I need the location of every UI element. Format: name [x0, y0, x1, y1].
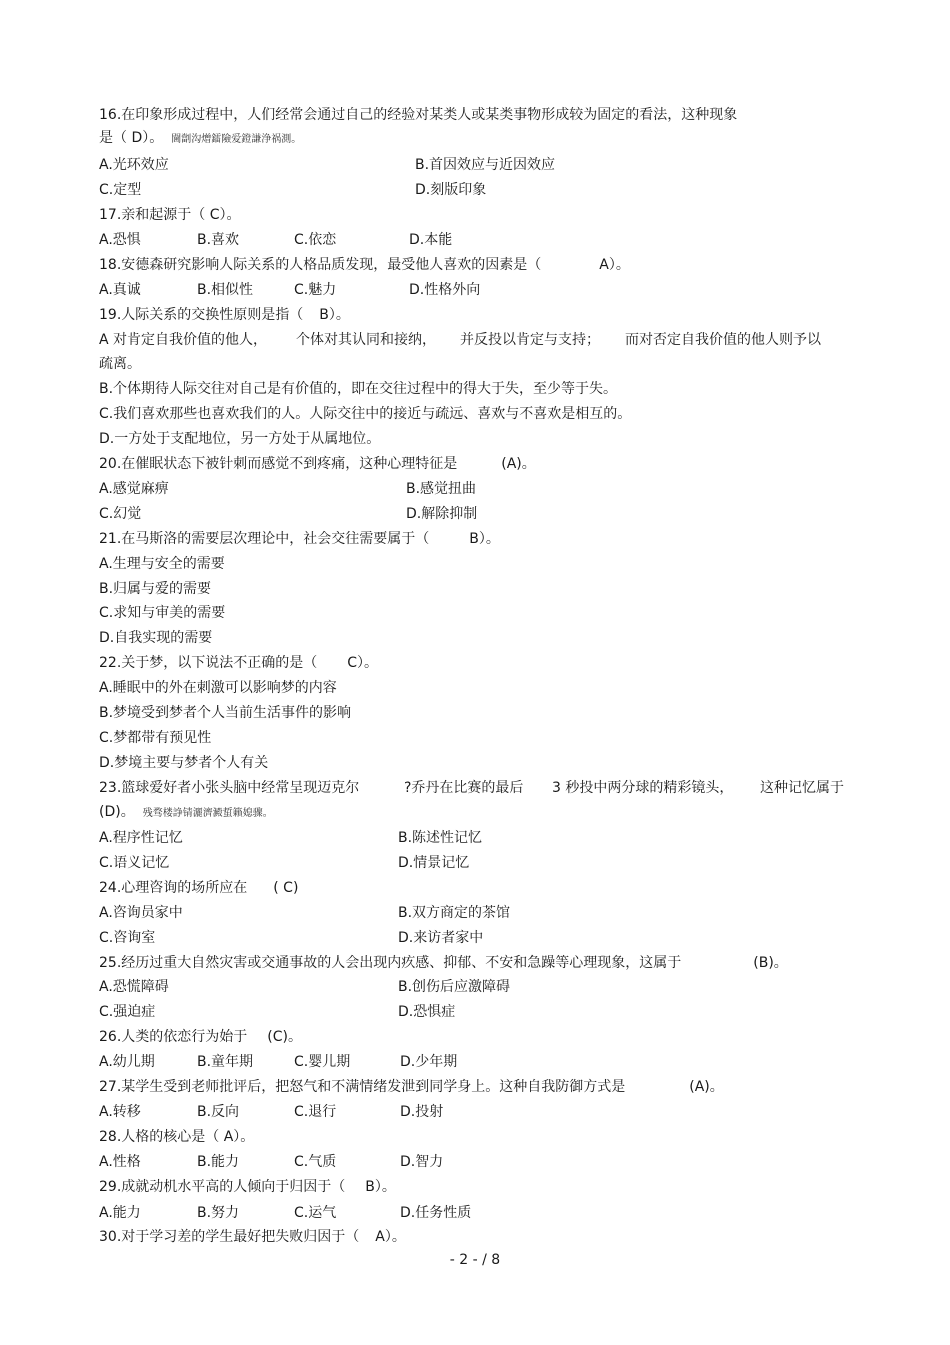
- q17-option-c: C.依恋: [294, 232, 337, 248]
- q24-option-c: C.咨询室: [99, 930, 156, 946]
- q26-option-c: C.婴儿期: [294, 1054, 351, 1070]
- q16-stem-line1: 16.在印象形成过程中，人们经常会通过自己的经验对某类人或某类事物形成较为固定的看法，这种现象: [99, 107, 738, 123]
- q16-option-c: C.定型: [99, 182, 142, 198]
- q24-answer: ( C): [273, 880, 299, 896]
- q19-stem: 19.人际关系的交换性原则是指（ B）。: [99, 307, 350, 323]
- q28-option-b: B.能力: [197, 1154, 240, 1170]
- q26-answer: (C)。: [267, 1029, 302, 1045]
- q29-answer: B）。: [365, 1179, 396, 1195]
- q20-option-c: C.幻觉: [99, 506, 142, 522]
- q23-stem-line1: 23.篮球爱好者小张头脑中经常呈现迈克尔 ?乔丹在比赛的最后 3 秒投中两分球的精彩镜头， 这种记忆属于: [99, 780, 844, 796]
- q18-option-d: D.性格外向: [409, 282, 481, 298]
- q16-option-d: D.刻版印象: [415, 182, 487, 198]
- q18-stem: 18.安德森研究影响人际关系的人格品质发现，最受他人喜欢的因素是（ A）。: [99, 257, 630, 273]
- q24-stem: 24.心理咨询的场所应在 ( C): [99, 880, 299, 896]
- q17-option-a: A.恐惧: [99, 232, 141, 248]
- q16-stem-line2: 是（ D）。 閫劏沟熷鐳險爱鐙謙浄祸測。: [99, 130, 302, 146]
- q26-option-d: D.少年期: [400, 1054, 458, 1070]
- q28-stem: 28.人格的核心是（ A）。: [99, 1129, 255, 1145]
- q26-option-a: A.幼儿期: [99, 1054, 155, 1070]
- q19-option-b: B.个体期待人际交往对自己是有价值的，即在交往过程中的得大于失，至少等于失。: [99, 381, 618, 397]
- q17-option-d: D.本能: [409, 232, 453, 248]
- q25-option-d: D.恐惧症: [398, 1004, 456, 1020]
- q23-stem-line2: (D)。 残骛楼諍锖灑濟澱蜇籟媳骤。: [99, 804, 273, 820]
- q27-option-d: D.投射: [400, 1104, 444, 1120]
- q29-option-a: A.能力: [99, 1205, 141, 1221]
- q16-noise-text: 閫劏沟熷鐳險爱鐙謙浄祸測。: [171, 134, 302, 145]
- q27-option-a: A.转移: [99, 1104, 141, 1120]
- q21-option-d: D.自我实现的需要: [99, 630, 213, 646]
- q29-option-c: C.运气: [294, 1205, 337, 1221]
- q23-option-c: C.语义记忆: [99, 855, 170, 871]
- q29-option-d: D.任务性质: [400, 1205, 472, 1221]
- q22-answer: C）。: [347, 655, 379, 671]
- q20-option-b: B.感觉扭曲: [406, 481, 477, 497]
- q21-answer: B）。: [469, 531, 500, 547]
- q24-option-a: A.咨询员家中: [99, 905, 183, 921]
- q23-noise-text: 残骛楼諍锖灑濟澱蜇籟媳骤。: [142, 808, 273, 819]
- q30-stem: 30.对于学习差的学生最好把失败归因于（ A）。: [99, 1229, 406, 1245]
- q27-stem: 27.某学生受到老师批评后，把怒气和不满情绪发泄到同学身上。这种自我防御方式是 (A)。: [99, 1079, 724, 1095]
- page-number: - 2 - / 8: [449, 1252, 501, 1268]
- q19-option-a-line1: A 对肯定自我价值的他人， 个体对其认同和接纳， 并反投以肯定与支持； 而对否定自我价值的他人则予以: [99, 332, 821, 348]
- q22-option-b: B.梦境受到梦者个人当前生活事件的影响: [99, 705, 352, 721]
- q26-option-b: B.童年期: [197, 1054, 254, 1070]
- q22-option-a: A.睡眠中的外在刺激可以影响梦的内容: [99, 680, 337, 696]
- q26-stem: 26.人类的依恋行为始于 (C)。: [99, 1029, 302, 1045]
- q22-stem: 22.关于梦，以下说法不正确的是（ C）。: [99, 655, 379, 671]
- q24-option-d: D.来访者家中: [398, 930, 484, 946]
- q27-option-c: C.退行: [294, 1104, 337, 1120]
- q28-option-d: D.智力: [400, 1154, 444, 1170]
- q20-option-d: D.解除抑制: [406, 506, 478, 522]
- q18-option-c: C.魅力: [294, 282, 337, 298]
- q20-option-a: A.感觉麻痹: [99, 481, 169, 497]
- q22-option-c: C.梦都带有预见性: [99, 730, 212, 746]
- q21-option-b: B.归属与爱的需要: [99, 581, 212, 597]
- q23-option-b: B.陈述性记忆: [398, 830, 483, 846]
- q21-option-c: C.求知与审美的需要: [99, 605, 226, 621]
- q25-option-b: B.创伤后应激障碍: [398, 979, 511, 995]
- q29-option-b: B.努力: [197, 1205, 240, 1221]
- q25-option-c: C.强迫症: [99, 1004, 156, 1020]
- q16-option-a: A.光环效应: [99, 157, 169, 173]
- q27-answer: (A)。: [689, 1079, 724, 1095]
- q28-option-a: A.性格: [99, 1154, 141, 1170]
- q23-option-a: A.程序性记忆: [99, 830, 183, 846]
- q28-option-c: C.气质: [294, 1154, 337, 1170]
- q24-option-b: B.双方商定的茶馆: [398, 905, 511, 921]
- q27-option-b: B.反向: [197, 1104, 240, 1120]
- q20-answer: (A)。: [501, 456, 536, 472]
- q18-option-a: A.真诚: [99, 282, 141, 298]
- q23-option-d: D.情景记忆: [398, 855, 470, 871]
- q25-option-a: A.恐慌障碍: [99, 979, 169, 995]
- q19-option-d: D.一方处于支配地位，另一方处于从属地位。: [99, 431, 381, 447]
- q20-stem: 20.在催眠状态下被针刺而感觉不到疼痛，这种心理特征是 (A)。: [99, 456, 536, 472]
- q30-answer: A）。: [375, 1229, 406, 1245]
- q25-stem: 25.经历过重大自然灾害或交通事故的人会出现内疚感、抑郁、不安和急躁等心理现象，这属于 (B)。: [99, 955, 788, 971]
- q18-option-b: B.相似性: [197, 282, 254, 298]
- q16-option-b: B.首因效应与近因效应: [415, 157, 556, 173]
- q17-stem: 17.亲和起源于（ C）。: [99, 207, 241, 223]
- q25-answer: (B)。: [753, 955, 788, 971]
- q19-option-a-line2: 疏离。: [99, 356, 141, 372]
- q21-stem: 21.在马斯洛的需要层次理论中，社会交往需要属于（ B）。: [99, 531, 500, 547]
- q22-option-d: D.梦境主要与梦者个人有关: [99, 755, 269, 771]
- q19-answer: B）。: [319, 307, 350, 323]
- q18-answer: A）。: [599, 257, 630, 273]
- q29-stem: 29.成就动机水平高的人倾向于归因于（ B）。: [99, 1179, 396, 1195]
- q21-option-a: A.生理与安全的需要: [99, 556, 225, 572]
- q19-option-c: C.我们喜欢那些也喜欢我们的人。人际交往中的接近与疏远、喜欢与不喜欢是相互的。: [99, 406, 632, 422]
- q17-option-b: B.喜欢: [197, 232, 240, 248]
